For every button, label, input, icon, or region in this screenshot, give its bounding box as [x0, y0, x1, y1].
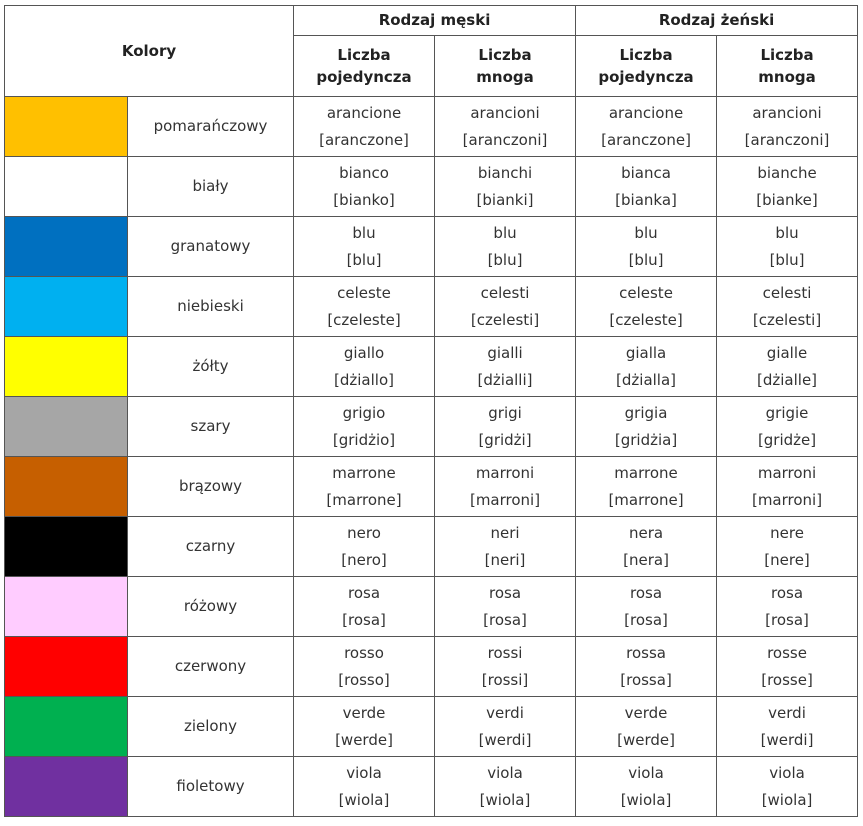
color-name: pomarańczowy [128, 97, 294, 157]
form-cell-fp [717, 337, 858, 397]
pronunciation: [marroni] [469, 490, 541, 509]
pronunciation: [blu] [628, 250, 664, 269]
form-cell-ms [294, 577, 435, 637]
form-cell-ms [294, 757, 435, 817]
italian-word: rosa [771, 583, 804, 602]
italian-word: nera [628, 523, 664, 542]
color-swatch [5, 337, 128, 397]
color-swatch [5, 517, 128, 577]
italian-word: blu [493, 223, 517, 242]
table-row [5, 97, 858, 157]
color-swatch [5, 217, 128, 277]
italian-word: rosa [348, 583, 381, 602]
form-cell-mp [435, 397, 576, 457]
form-cell-mp [435, 577, 576, 637]
form-cell-fs [576, 637, 717, 697]
form-cell-fp [717, 577, 858, 637]
form-cell-mp [435, 457, 576, 517]
pronunciation: [gridżi] [478, 430, 532, 449]
italian-word: neri [490, 523, 520, 542]
color-swatch [5, 577, 128, 637]
pronunciation: [rosa] [765, 610, 809, 629]
pronunciation: [aranczone] [601, 130, 691, 149]
italian-word: marrone [332, 463, 396, 482]
italian-word: grigi [488, 403, 522, 422]
italian-word: grigio [342, 403, 386, 422]
italian-word: verde [624, 703, 668, 722]
color-name: niebieski [128, 277, 294, 337]
form-cell-mp [435, 757, 576, 817]
pronunciation: [bianke] [756, 190, 818, 209]
pronunciation: [dżialle] [757, 370, 818, 389]
table-row [5, 697, 858, 757]
colors-table [4, 5, 858, 817]
form-cell-ms [294, 517, 435, 577]
form-cell-fs [576, 757, 717, 817]
pronunciation: [aranczoni] [462, 130, 548, 149]
italian-word: arancioni [470, 103, 540, 122]
color-swatch [5, 457, 128, 517]
form-cell-fs [576, 277, 717, 337]
pronunciation: [czeleste] [609, 310, 683, 329]
pronunciation: [neri] [484, 550, 526, 569]
color-name: czerwony [128, 637, 294, 697]
italian-word: blu [775, 223, 799, 242]
pronunciation: [werdi] [478, 730, 532, 749]
pronunciation: [nere] [764, 550, 810, 569]
form-cell-ms [294, 397, 435, 457]
form-cell-mp [435, 637, 576, 697]
form-cell-fs [576, 517, 717, 577]
italian-word: celesti [762, 283, 812, 302]
color-swatch [5, 757, 128, 817]
pronunciation: [dżialli] [477, 370, 533, 389]
form-cell-fs [576, 217, 717, 277]
pronunciation: [gridżia] [614, 430, 678, 449]
italian-word: bianca [621, 163, 671, 182]
form-cell-fp [717, 457, 858, 517]
italian-word: rosa [489, 583, 522, 602]
italian-word: marroni [475, 463, 535, 482]
color-name: czarny [128, 517, 294, 577]
italian-word: marrone [614, 463, 678, 482]
pronunciation: [wiola] [761, 790, 813, 809]
form-cell-fs [576, 337, 717, 397]
italian-word: viola [346, 763, 382, 782]
pronunciation: [nera] [623, 550, 669, 569]
form-cell-ms [294, 277, 435, 337]
pronunciation: [rosso] [338, 670, 390, 689]
form-cell-fs [576, 577, 717, 637]
pronunciation: [marroni] [751, 490, 823, 509]
italian-word: nere [770, 523, 804, 542]
table-row [5, 577, 858, 637]
form-cell-fp [717, 637, 858, 697]
italian-word: rosso [344, 643, 384, 662]
form-cell-fs [576, 697, 717, 757]
color-name: szary [128, 397, 294, 457]
color-name: fioletowy [128, 757, 294, 817]
pronunciation: [gridże] [757, 430, 817, 449]
pronunciation: [czelesti] [752, 310, 822, 329]
table-row [5, 397, 858, 457]
form-cell-fp [717, 397, 858, 457]
pronunciation: [rosa] [342, 610, 386, 629]
table-row [5, 757, 858, 817]
color-name: zielony [128, 697, 294, 757]
table-row [5, 637, 858, 697]
form-cell-fp [717, 697, 858, 757]
form-cell-fp [717, 277, 858, 337]
italian-word: celeste [337, 283, 391, 302]
form-cell-ms [294, 97, 435, 157]
pronunciation: [wiola] [479, 790, 531, 809]
pronunciation: [czeleste] [327, 310, 401, 329]
italian-word: viola [628, 763, 664, 782]
pronunciation: [rosa] [483, 610, 527, 629]
masc-plural-header: Liczba mnoga [435, 36, 576, 97]
italian-word: nero [347, 523, 381, 542]
italian-word: bianchi [477, 163, 533, 182]
italian-word: grigia [624, 403, 668, 422]
pronunciation: [rosse] [761, 670, 813, 689]
italian-word: rossi [487, 643, 523, 662]
form-cell-mp [435, 337, 576, 397]
color-swatch [5, 157, 128, 217]
pronunciation: [blu] [346, 250, 382, 269]
italian-word: blu [352, 223, 376, 242]
color-swatch [5, 697, 128, 757]
pronunciation: [werde] [617, 730, 675, 749]
pronunciation: [bianko] [333, 190, 395, 209]
pronunciation: [bianka] [615, 190, 677, 209]
pronunciation: [werde] [335, 730, 393, 749]
form-cell-ms [294, 697, 435, 757]
italian-word: bianche [757, 163, 817, 182]
colors-header: Kolory [5, 6, 294, 97]
form-cell-fs [576, 457, 717, 517]
form-cell-mp [435, 157, 576, 217]
form-cell-mp [435, 217, 576, 277]
form-cell-fp [717, 157, 858, 217]
pronunciation: [nero] [341, 550, 387, 569]
pronunciation: [wiola] [620, 790, 672, 809]
fem-singular-header: Liczba pojedyncza [576, 36, 717, 97]
pronunciation: [wiola] [338, 790, 390, 809]
table-row [5, 457, 858, 517]
form-cell-ms [294, 337, 435, 397]
color-name: żółty [128, 337, 294, 397]
color-name: różowy [128, 577, 294, 637]
form-cell-fp [717, 517, 858, 577]
pronunciation: [aranczone] [319, 130, 409, 149]
italian-word: verdi [768, 703, 806, 722]
table-row [5, 217, 858, 277]
pronunciation: [werdi] [760, 730, 814, 749]
color-swatch [5, 397, 128, 457]
feminine-header: Rodzaj żeński [576, 6, 858, 36]
italian-word: gialli [487, 343, 523, 362]
italian-word: marroni [757, 463, 817, 482]
form-cell-fp [717, 97, 858, 157]
color-swatch [5, 637, 128, 697]
pronunciation: [dżialla] [616, 370, 677, 389]
italian-word: viola [769, 763, 805, 782]
pronunciation: [czelesti] [470, 310, 540, 329]
form-cell-fs [576, 397, 717, 457]
pronunciation: [dżiallo] [334, 370, 394, 389]
pronunciation: [rossi] [481, 670, 529, 689]
pronunciation: [marrone] [326, 490, 402, 509]
table-row [5, 517, 858, 577]
form-cell-fp [717, 217, 858, 277]
form-cell-mp [435, 697, 576, 757]
form-cell-fs [576, 97, 717, 157]
italian-word: blu [634, 223, 658, 242]
pronunciation: [rossa] [620, 670, 672, 689]
table-row [5, 157, 858, 217]
pronunciation: [marrone] [608, 490, 684, 509]
form-cell-fs [576, 157, 717, 217]
italian-word: rosa [630, 583, 663, 602]
color-name: brązowy [128, 457, 294, 517]
color-swatch [5, 277, 128, 337]
italian-word: celesti [480, 283, 530, 302]
italian-word: gialle [766, 343, 808, 362]
italian-word: giallo [343, 343, 385, 362]
form-cell-mp [435, 517, 576, 577]
fem-plural-header: Liczba mnoga [717, 36, 858, 97]
table-row [5, 337, 858, 397]
pronunciation: [bianki] [476, 190, 534, 209]
pronunciation: [rosa] [624, 610, 668, 629]
italian-word: arancione [608, 103, 684, 122]
table-row [5, 277, 858, 337]
form-cell-fp [717, 757, 858, 817]
italian-word: verdi [486, 703, 524, 722]
italian-word: grigie [765, 403, 809, 422]
color-swatch [5, 97, 128, 157]
italian-word: celeste [619, 283, 673, 302]
italian-word: arancioni [752, 103, 822, 122]
italian-word: bianco [339, 163, 389, 182]
italian-word: arancione [326, 103, 402, 122]
masculine-header: Rodzaj męski [294, 6, 576, 36]
pronunciation: [blu] [769, 250, 805, 269]
pronunciation: [blu] [487, 250, 523, 269]
italian-word: rossa [626, 643, 666, 662]
color-name: biały [128, 157, 294, 217]
form-cell-ms [294, 637, 435, 697]
form-cell-mp [435, 97, 576, 157]
masc-singular-header: Liczba pojedyncza [294, 36, 435, 97]
italian-word: gialla [625, 343, 667, 362]
form-cell-ms [294, 457, 435, 517]
italian-word: viola [487, 763, 523, 782]
italian-word: verde [342, 703, 386, 722]
color-name: granatowy [128, 217, 294, 277]
pronunciation: [aranczoni] [744, 130, 830, 149]
form-cell-mp [435, 277, 576, 337]
form-cell-ms [294, 217, 435, 277]
pronunciation: [gridżio] [332, 430, 396, 449]
italian-word: rosse [767, 643, 807, 662]
form-cell-ms [294, 157, 435, 217]
